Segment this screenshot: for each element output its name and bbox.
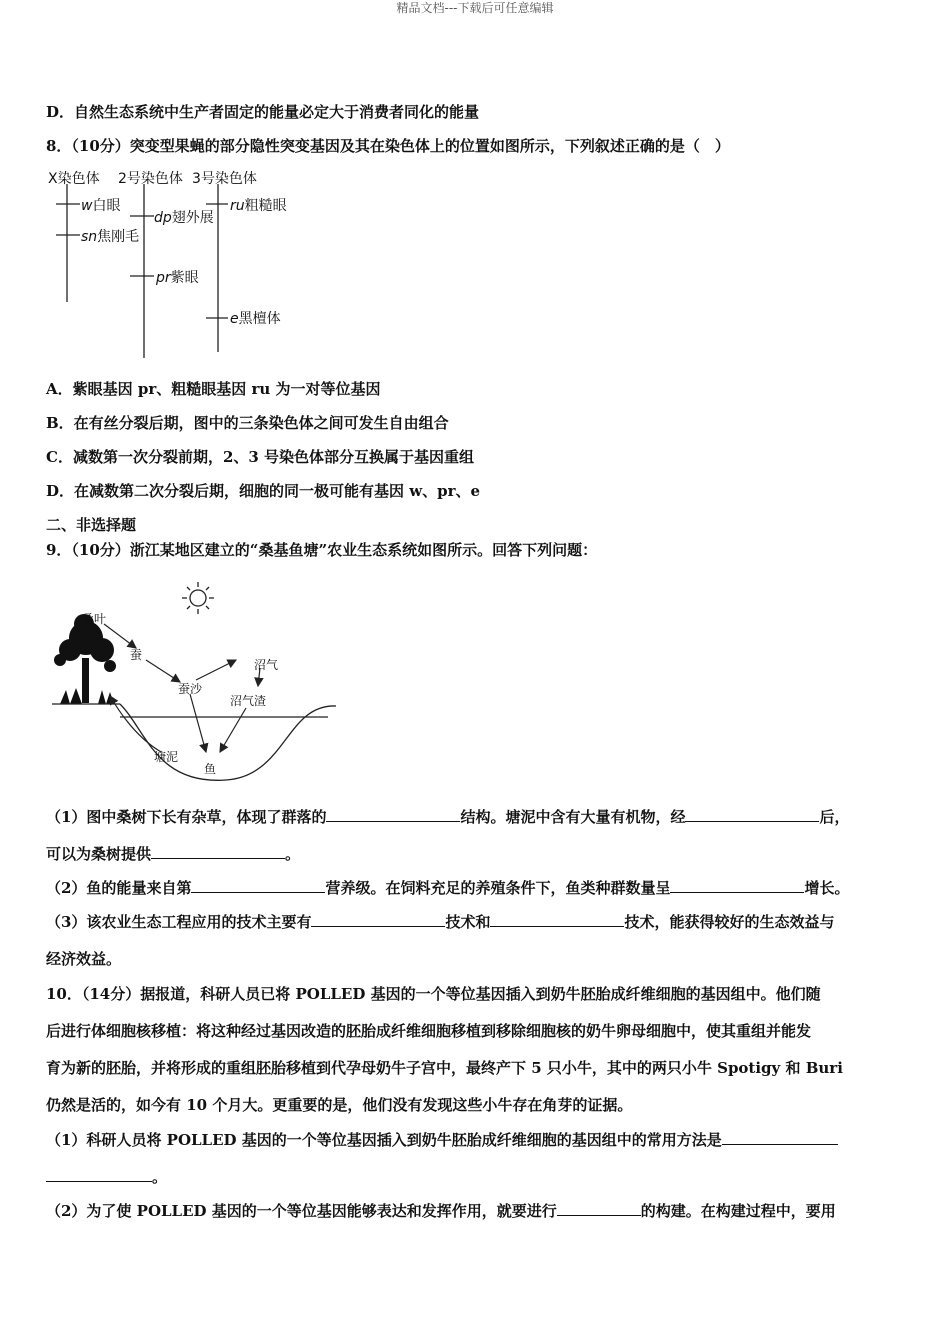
q8-option-d: D．在减数第二次分裂后期，细胞的同一极可能有基因 w、pr、e xyxy=(46,482,481,500)
trait-purple-eye: 紫眼 xyxy=(170,270,199,286)
blank-growth-type[interactable] xyxy=(670,878,804,893)
trait-singed-bristle: 焦刚毛 xyxy=(97,229,140,245)
chrom-x-label: X染色体 xyxy=(48,171,100,187)
q8-stem: 8．（10分）突变型果蝇的部分隐性突变基因及其在染色体上的位置如图所示，下列叙述正确的是（ ） xyxy=(46,137,730,155)
blank-insertion-method-cont[interactable] xyxy=(46,1167,152,1182)
blank-decomposition[interactable] xyxy=(685,807,819,822)
q9-p3-text-d: 经济效益。 xyxy=(46,950,122,968)
chrom-3-label: 3号染色体 xyxy=(192,171,257,187)
label-silkworm-sand: 蚕沙 xyxy=(178,682,203,696)
chrom-2-label: 2号染色体 xyxy=(118,171,183,187)
label-mulberry-leaf: 桑叶 xyxy=(82,612,107,626)
q9-p3-text-c: 技术，能获得较好的生态效益与 xyxy=(624,913,835,931)
q9-p1-text-b: 结构。塘泥中含有大量有机物，经 xyxy=(460,808,686,826)
q9-p1-text-d: 可以为桑树提供 xyxy=(46,845,152,863)
q10-stem-line-4: 仍然是活的，如今有 10 个月大。更重要的是，他们没有发现这些小牛存在角芽的证据。 xyxy=(46,1096,633,1114)
blank-construct[interactable] xyxy=(557,1201,641,1216)
sun-icon xyxy=(182,582,214,614)
gene-e: e xyxy=(230,311,239,327)
blank-provides[interactable] xyxy=(151,844,285,859)
q9-p2-text-a: （2）鱼的能量来自第 xyxy=(46,879,192,897)
q9-p1-text-c: 后， xyxy=(819,808,850,826)
label-biogas: 沼气 xyxy=(254,658,279,672)
q9-p2-text-b: 营养级。在饲料充足的养殖条件下，鱼类种群数量呈 xyxy=(325,879,671,897)
label-pond-mud: 塘泥 xyxy=(154,750,179,764)
gene-pr: pr xyxy=(156,270,171,286)
gene-ru: ru xyxy=(230,198,245,214)
gene-w: w xyxy=(81,198,93,214)
q9-p3-text-a: （3）该农业生态工程应用的技术主要有 xyxy=(46,913,312,931)
mulberry-tree-icon xyxy=(54,614,116,704)
gene-dp: dp xyxy=(154,210,172,226)
trait-wing-spread: 翅外展 xyxy=(171,210,214,226)
q10-p2-text-a: （2）为了使 POLLED 基因的一个等位基因能够表达和发挥作用，就要进行 xyxy=(46,1202,557,1220)
q9-p3-text-b: 技术和 xyxy=(445,913,491,931)
trait-rough-eye: 粗糙眼 xyxy=(244,198,287,214)
trait-ebony-body: 黑檀体 xyxy=(238,311,281,327)
q10-stem-line-1: 10．（14分）据报道，科研人员已将 POLLED 基因的一个等位基因插入到奶牛胚胎成纤维细胞的基因组中。他们随 xyxy=(46,985,821,1003)
label-fish: 鱼 xyxy=(204,762,217,776)
gene-sn: sn xyxy=(81,229,98,245)
q10-p2-text-b: 的构建。在构建过程中，要用 xyxy=(640,1202,836,1220)
section-title: 二、非选择题 xyxy=(46,516,137,534)
q9-p1-text-e: 。 xyxy=(285,845,301,863)
blank-technique-1[interactable] xyxy=(311,912,445,927)
q8-option-c: C．减数第一次分裂前期，2、3 号染色体部分互换属于基因重组 xyxy=(46,448,475,466)
blank-community-structure[interactable] xyxy=(326,807,460,822)
blank-technique-2[interactable] xyxy=(490,912,624,927)
q9-p2-text-c: 增长。 xyxy=(804,879,850,897)
q8-option-b: B．在有丝分裂后期，图中的三条染色体之间可发生自由组合 xyxy=(46,414,449,432)
chromosome-figure xyxy=(46,166,306,362)
page-header: 精品文档---下载后可任意编辑 xyxy=(396,1,554,15)
q10-p1-text-a: （1）科研人员将 POLLED 基因的一个等位基因插入到奶牛胚胎成纤维细胞的基因组中的常用方法是 xyxy=(46,1131,722,1149)
label-silkworm: 蚕 xyxy=(130,648,143,662)
blank-insertion-method[interactable] xyxy=(722,1130,838,1145)
q10-stem-line-3: 育为新的胚胎，并将形成的重组胚胎移植到代孕母奶牛子宫中，最终产下 5 只小牛，其中的两只小牛 Spotigy 和 Buri xyxy=(46,1059,843,1077)
q10-stem-line-2: 后进行体细胞核移植：将这种经过基因改造的胚胎成纤维细胞移植到移除细胞核的奶牛卵母细胞中，使其重组并能发 xyxy=(46,1022,812,1040)
label-biogas-residue: 沼气渣 xyxy=(230,694,267,708)
blank-trophic-level[interactable] xyxy=(191,878,325,893)
q10-p1-text-b: 。 xyxy=(152,1168,168,1186)
trait-white-eye: 白眼 xyxy=(92,198,121,214)
pond-ecosystem-figure xyxy=(46,580,336,790)
q9-p1-text-a: （1）图中桑树下长有杂草，体现了群落的 xyxy=(46,808,327,826)
q9-stem: 9．（10分）浙江某地区建立的“桑基鱼塘”农业生态系统如图所示。回答下列问题： xyxy=(46,541,598,559)
q8-option-a: A．紫眼基因 pr、粗糙眼基因 ru 为一对等位基因 xyxy=(46,380,381,398)
q7-option-d: D．自然生态系统中生产者固定的能量必定大于消费者同化的能量 xyxy=(46,103,480,121)
